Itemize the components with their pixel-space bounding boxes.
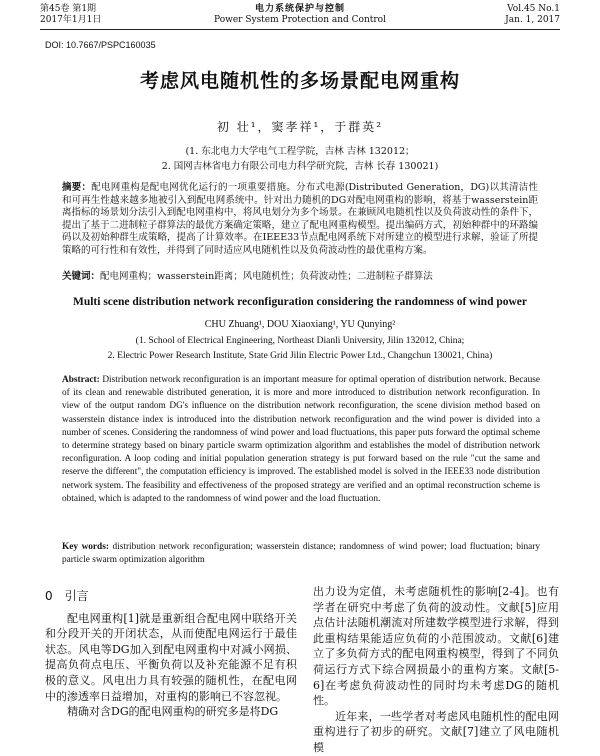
intro-paragraph-4: 近年来，一些学者对考虑风电随机性的配电网重构进行了初步的研究。文献[7]建立了风电随机模 [313,709,559,754]
affiliation-en-2: 2. Electric Power Research Institute, State Grid Jilin Electric Power Ltd., Changchun 130021, China) [107,351,493,361]
header-issue: 第45卷 第1期 2017年1月1日 [40,4,102,25]
affiliation-cn-2: 2. 国网吉林省电力有限公司电力科学研究院，吉林 长春 130021) [161,161,439,172]
abstract-en-text: Distribution network reconfiguration is an important measure for optimal operation of distribution network. Because of its clean and renewable distributed generation, it is more and more introduced to distribution network reconfiguration. In view of the output random DG's influence on the distribution network reconfiguration, the scene division method based on wasserstein distance index is introduced into the distribution network reconfiguration and the wind power is divided into a number of scenes. Considering the randomness of wind power and load fluctuations, this paper puts forward the optimal scheme to determine strategy based on binary particle swarm optimization algorithm and establishes the model of distribution network reconfiguration. A loop coding and initial population generation strategy is put forward based on the rule "cut the same and reserve the different", the computation efficiency is improved. The established model is solved in the IEEE33 node distribution network system. The feasibility and effectiveness of the proposed strategy are verified and an optimal reconstruction scheme is obtained, which is adapted to the randomness of wind power and the load fluctuation. [62,375,541,504]
title-english: Multi scene distribution network reconfiguration considering the randomness of wind power [72,296,528,308]
title-chinese: 考虑风电随机性的多场景配电网重构 [139,70,460,92]
abstract-cn-text: 配电网重构是配电网优化运行的一项重要措施。分布式电源(Distributed Generation，DG)以其清洁性和可再生性越来越多地被引入到配电网系统中。针对出力随机的DG对配电网重构的影响，将基于wasserstein距离指标的场景划分法引入到配电网重构中，将风电划分为多个场景。在兼顾风电随机性以及负荷波动性的条件下，提出了基于二进制粒子群算法的最优方案确定策略，建立了配电网重构模型。提出编码方式，初始种群中的环路编码以及初始种群生成策略，提高了计算效率。在IEEE33节点配电网系统下对所建立的模型进行求解，验证了所提策略的可行性和有效性，并得到了同时适应风电随机性以及负荷波动性的最优重构方案。 [62,182,538,256]
abstract-english [62,374,540,506]
header-rule [40,29,560,30]
keywords-en-text: distribution network reconfiguration; wasserstein distance; randomness of wind power; load fluctuation; binary particle swarm optimization algorithm [62,542,540,566]
body-column-right [313,584,559,756]
affiliation-cn-1: (1. 东北电力大学电气工程学院，吉林 吉林 132012； [185,146,415,157]
authors-english: CHU Zhuang¹, DOU Xiaoxiang¹, YU Qunying² [204,319,396,330]
keywords-en-label: Key words: [62,542,109,552]
affiliation-en-1: (1. School of Electrical Engineering, Northeast Dianli University, Jilin 132012, China; [135,336,465,346]
authors-chinese: 初 壮¹，窦孝祥¹，于群英² [216,120,384,134]
intro-paragraph-1: 配电网重构[1]就是重新组合配电网中联络开关和分段开关的开闭状态，从而使配电网运行于最佳状态。风电等DG加入到配电网重构中对减小网损、提高负荷点电压、平衡负荷以及补充能源不足有积极的意义。风电出力具有较强的随机性，在配电网中的渗透率日益增加，对重构的影响已不容忽视。 [45,611,297,703]
running-header [40,4,560,30]
keywords-english [62,541,540,567]
keywords-chinese [62,271,538,284]
section-heading-introduction: 0 引言 [45,589,89,603]
abstract-en-label: Abstract: [62,375,100,385]
body-column-left [45,589,297,720]
keywords-cn-text: 配电网重构；wasserstein距离；风电随机性；负荷波动性；二进制粒子群算法 [100,271,433,282]
doi: DOI: 10.7667/PSPC160035 [45,40,156,50]
abstract-cn-label: 摘要： [62,182,92,193]
intro-paragraph-2: 精确对含DG的配电网重构的研究多是将DG [67,705,279,719]
keywords-cn-label: 关键词： [62,271,101,282]
header-volume: Vol.45 No.1 Jan. 1, 2017 [505,4,560,25]
header-journal: 电力系统保护与控制 Power System Protection and Control [214,4,386,25]
abstract-chinese [62,182,538,258]
intro-paragraph-3: 出力设为定值，未考虑随机性的影响[2-4]。也有学者在研究中考虑了负荷的波动性。文献[5]应用点估计法随机潮流对所建数学模型进行求解，得到此重构结果能适应负荷的小范围波动。文献[6]建立了多负荷方式的配电网重构模型，得到了不同负荷运行方式下综合网损最小的重构方案。文献[5-6]在考虑负荷波动性的同时均未考虑DG的随机性。 [313,585,559,708]
